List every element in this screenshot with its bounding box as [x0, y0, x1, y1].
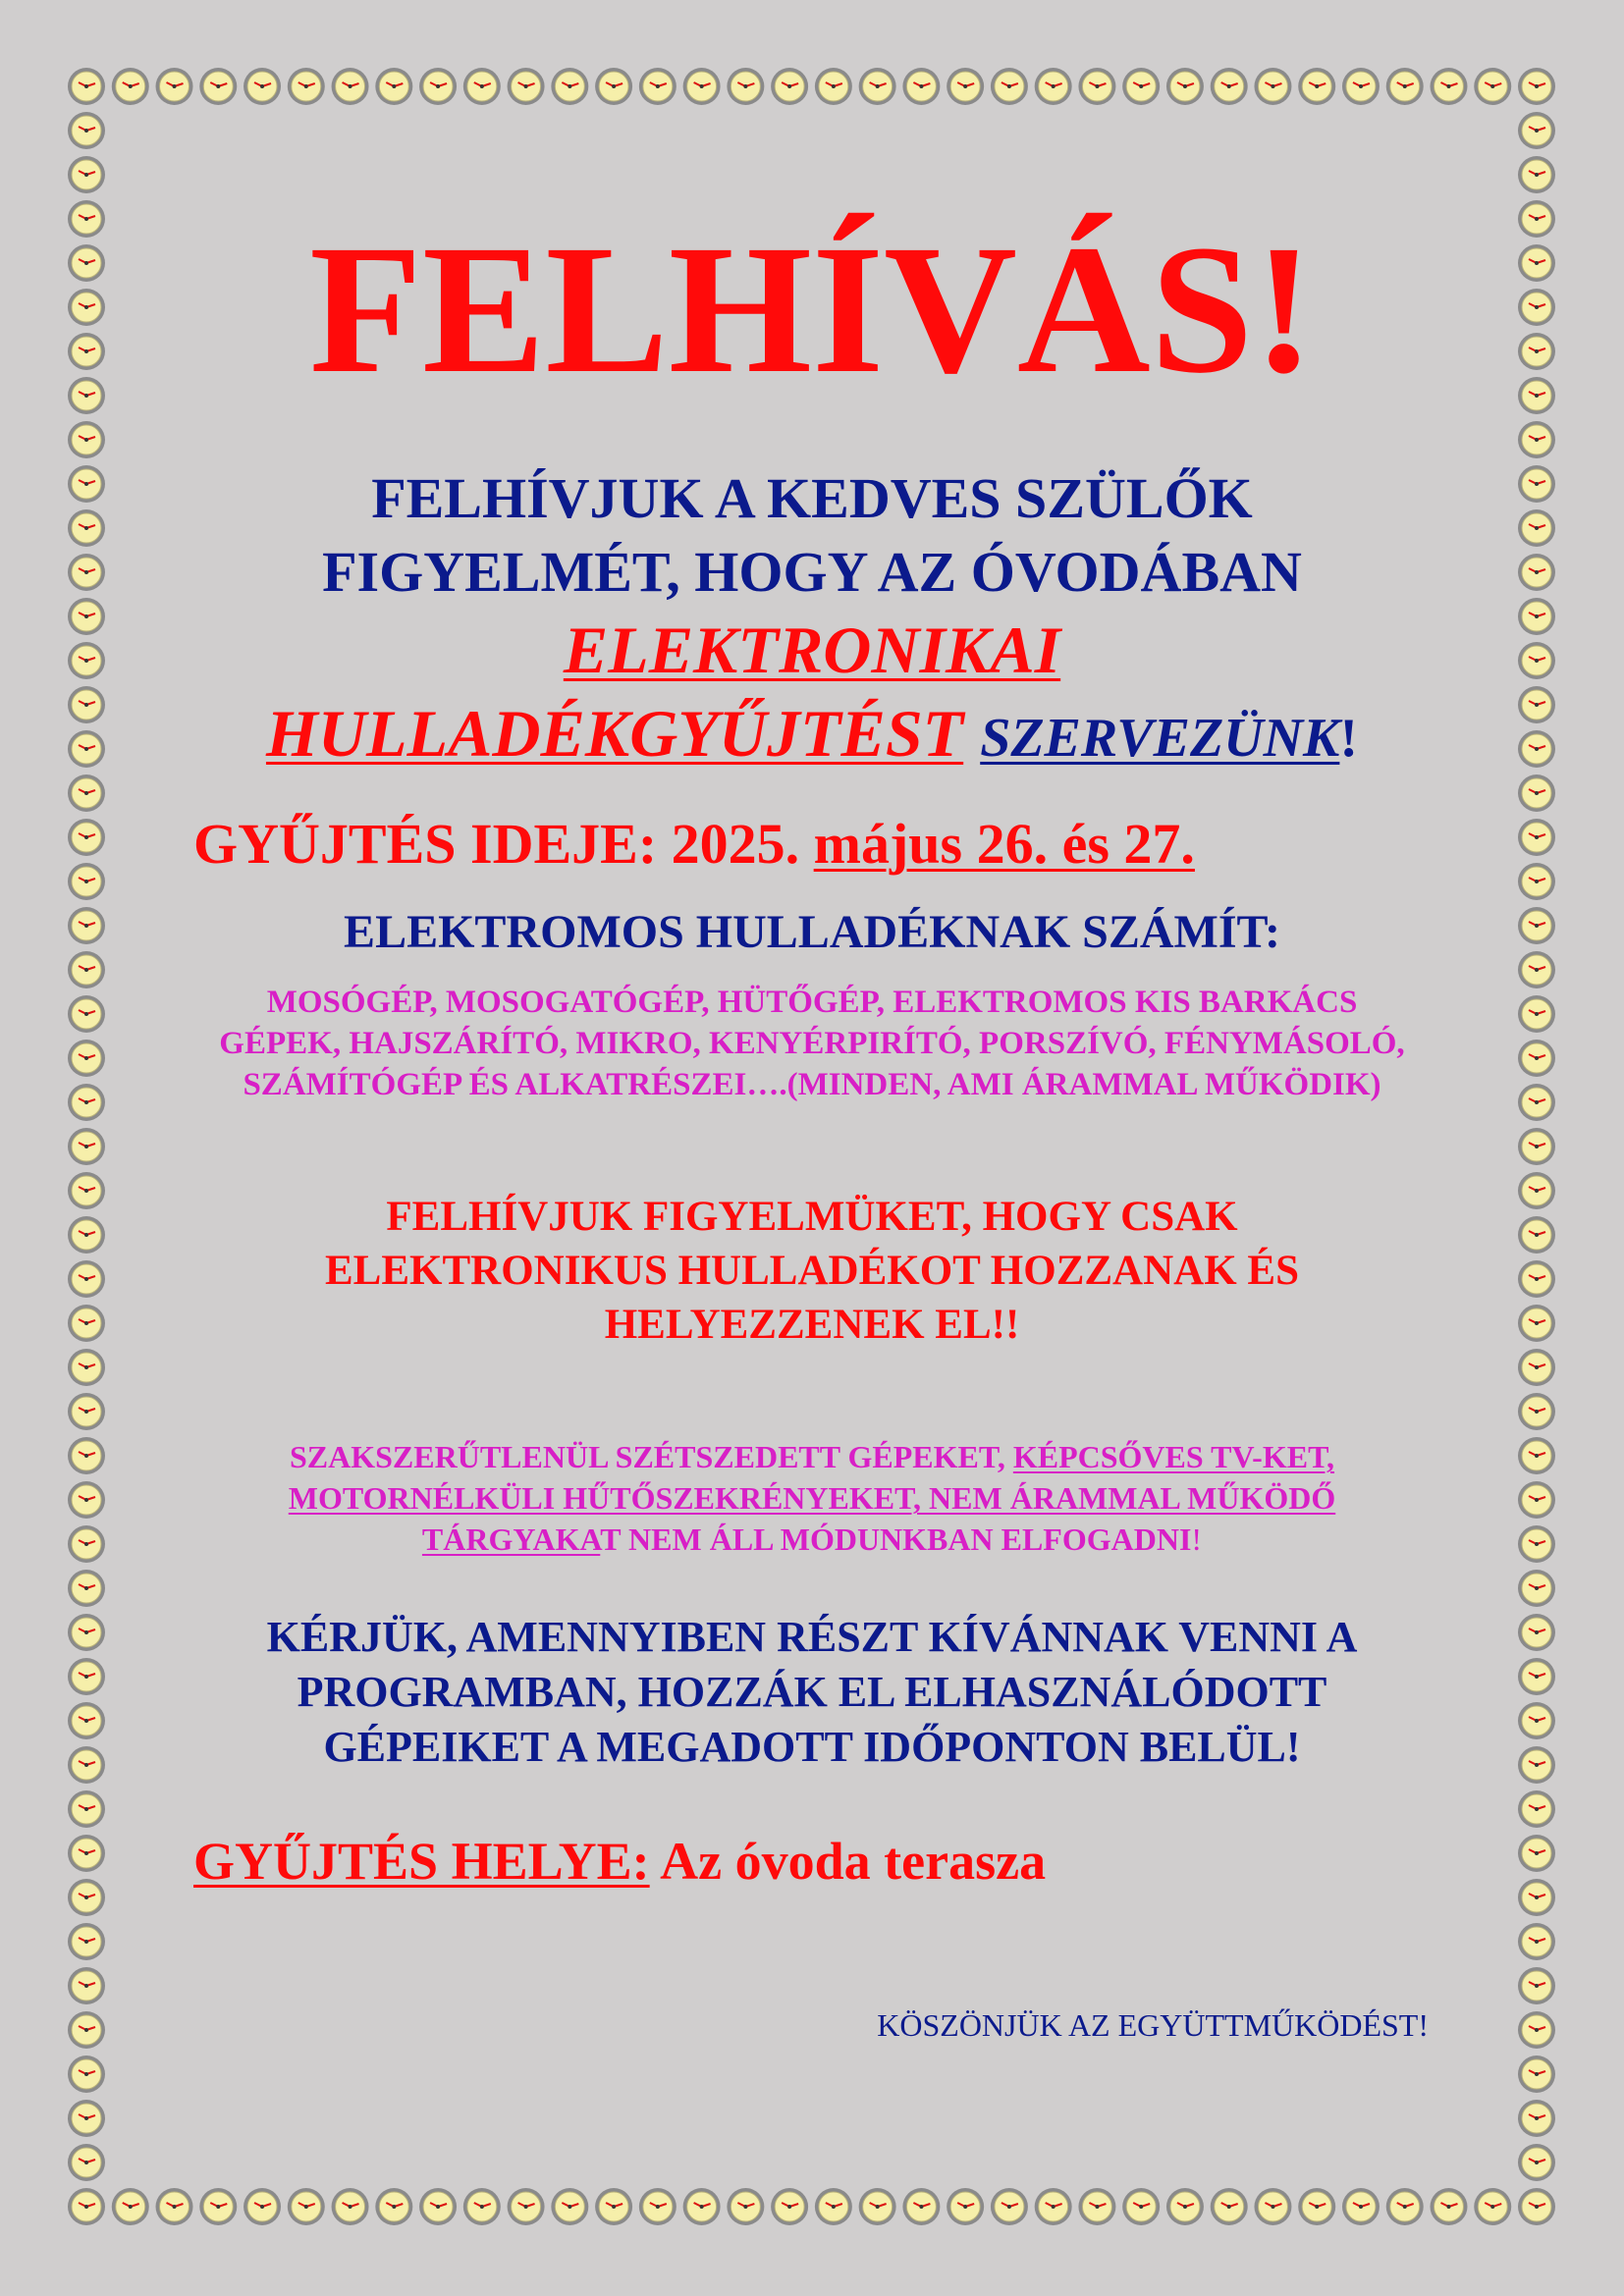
list-line-1: MOSÓGÉP, MOSOGATÓGÉP, HÜTŐGÉP, ELEKTROMOS KIS BARKÁCS [266, 985, 1358, 1020]
clock-icon [68, 2056, 105, 2093]
request-text [0, 1610, 1624, 1775]
clock-icon [68, 421, 105, 458]
request-line-2: PROGRAMBAN, HOZZÁK EL ELHASZNÁLÓDOTT [297, 1668, 1327, 1716]
clock-icon [332, 68, 369, 105]
clock-icon [419, 68, 457, 105]
clock-icon [288, 68, 325, 105]
clock-icon [815, 2188, 852, 2225]
collection-date-label: GYŰJTÉS IDEJE: 2025. [193, 812, 800, 876]
clock-icon [683, 68, 721, 105]
clock-icon [1430, 2188, 1467, 2225]
clock-icon [1474, 68, 1511, 105]
collection-date [193, 805, 1195, 883]
clock-icon [244, 68, 281, 105]
clock-icon [68, 1835, 105, 1872]
warning-line-2: ELEKTRONIKUS HULLADÉKOT HOZZANAK ÉS [324, 1248, 1300, 1294]
page-title: FELHÍVÁS! [309, 206, 1315, 411]
clock-icon [68, 1967, 105, 2004]
clock-icon [1518, 1879, 1555, 1916]
clock-icon [902, 2188, 940, 2225]
clock-icon [1518, 2144, 1555, 2181]
clock-icon [68, 2100, 105, 2137]
clock-icon [771, 2188, 808, 2225]
intro-line-4-verb: SZERVEZÜNK [980, 708, 1340, 769]
clock-icon [244, 2188, 281, 2225]
clock-icon [1078, 68, 1115, 105]
clock-icon [1518, 1128, 1555, 1165]
clock-icon [1342, 68, 1380, 105]
clock-icon [1518, 156, 1555, 193]
collection-place [193, 1824, 1046, 1898]
clock-icon [199, 68, 237, 105]
intro-line-4-emphasis: HULLADÉKGYŰJTÉST [265, 696, 964, 771]
clock-icon [1518, 2100, 1555, 2137]
clock-icon [1518, 421, 1555, 458]
request-line-1: KÉRJÜK, AMENNYIBEN RÉSZT KÍVÁNNAK VENNI A [266, 1613, 1358, 1661]
clock-icon [1122, 68, 1160, 105]
clock-icon [68, 2144, 105, 2181]
clock-icon [68, 112, 105, 149]
clock-icon [1474, 2188, 1511, 2225]
clock-icon [68, 1790, 105, 1828]
clock-icon [902, 68, 940, 105]
clock-icon [1211, 68, 1248, 105]
list-line-2: GÉPEK, HAJSZÁRÍTÓ, MIKRO, KENYÉRPIRÍTÓ, PORSZÍVÓ, FÉNYMÁSOLÓ, [219, 1026, 1405, 1061]
accepted-items-list [0, 982, 1624, 1105]
clock-icon [1342, 2188, 1380, 2225]
clock-icon [1386, 68, 1424, 105]
clock-icon [68, 1393, 105, 1430]
warning-text [0, 1190, 1624, 1352]
clock-icon [551, 68, 588, 105]
clock-icon [68, 68, 105, 105]
clock-icon [508, 68, 545, 105]
clock-icon [771, 68, 808, 105]
clock-icon [375, 68, 412, 105]
clock-icon [419, 2188, 457, 2225]
clock-icon [1518, 1967, 1555, 2004]
intro-line-3: ELEKTRONIKAI [563, 613, 1061, 687]
intro-line-1: FELHÍVJUK A KEDVES SZÜLŐK [371, 466, 1253, 530]
clock-icon [1254, 2188, 1291, 2225]
clock-icon [68, 156, 105, 193]
clock-icon [1518, 1923, 1555, 1960]
clock-icon [1211, 2188, 1248, 2225]
clock-icon [68, 1349, 105, 1386]
clock-icon [1518, 819, 1555, 856]
clock-icon [68, 1128, 105, 1165]
clock-icon [199, 2188, 237, 2225]
clock-icon [1518, 863, 1555, 900]
warning-line-1: FELHÍVJUK FIGYELMÜKET, HOGY CSAK [386, 1194, 1238, 1240]
clock-icon [68, 1570, 105, 1607]
clock-icon [508, 2188, 545, 2225]
clock-icon [1518, 1835, 1555, 1872]
clock-icon [947, 2188, 984, 2225]
clock-icon [1518, 1790, 1555, 1828]
clock-icon [463, 68, 501, 105]
intro-text [0, 461, 1624, 609]
collection-date-value: május 26. és 27. [813, 812, 1195, 876]
clock-icon [1035, 2188, 1072, 2225]
clock-icon [332, 2188, 369, 2225]
clock-icon [1518, 1570, 1555, 1607]
intro-highlight [0, 609, 1624, 780]
clock-icon [1518, 1393, 1555, 1430]
intro-line-2: FIGYELMÉT, HOGY AZ ÓVODÁBAN [322, 540, 1302, 604]
restriction-line-1-plain: SZAKSZERŰTLENÜL SZÉTSZEDETT GÉPEKET, [289, 1439, 1013, 1474]
clock-icon [1122, 2188, 1160, 2225]
clock-icon [68, 1923, 105, 1960]
clock-icon [1518, 2188, 1555, 2225]
collection-place-value: Az óvoda terasza [649, 1832, 1047, 1891]
clock-icon [1386, 2188, 1424, 2225]
clock-icon [859, 2188, 896, 2225]
clock-icon [815, 68, 852, 105]
clock-icon [112, 2188, 149, 2225]
clock-icon [1166, 2188, 1204, 2225]
clock-icon [375, 2188, 412, 2225]
clock-icon [727, 2188, 764, 2225]
clock-icon [112, 68, 149, 105]
clock-icon [1035, 68, 1072, 105]
restriction-line-3-plain: T NEM ÁLL MÓDUNKBAN ELFOGADNI [600, 1522, 1192, 1557]
clock-icon [68, 1879, 105, 1916]
clock-icon [1518, 68, 1555, 105]
warning-line-3: HELYEZZENEK EL!! [604, 1302, 1020, 1348]
collection-place-label: GYŰJTÉS HELYE: [193, 1832, 650, 1891]
clock-icon [288, 2188, 325, 2225]
clock-icon [1430, 68, 1467, 105]
clock-icon [1518, 2056, 1555, 2093]
clock-icon [639, 2188, 677, 2225]
clock-icon [156, 68, 193, 105]
restriction-line-1-underlined: KÉPCSŐVES TV-KET, [1012, 1439, 1335, 1474]
clock-icon [859, 68, 896, 105]
clock-icon [156, 2188, 193, 2225]
thank-you-note: KÖSZÖNJÜK AZ EGYÜTTMŰKÖDÉST! [877, 2007, 1429, 2043]
clock-icon [1298, 2188, 1335, 2225]
clock-icon [68, 863, 105, 900]
clock-icon [1518, 2011, 1555, 2049]
clock-icon [68, 2188, 105, 2225]
intro-line-4-end: ! [1339, 708, 1359, 769]
clock-icon [991, 68, 1028, 105]
clock-icon [1518, 1349, 1555, 1386]
restriction-text [0, 1436, 1624, 1560]
clock-icon [947, 68, 984, 105]
clock-icon [551, 2188, 588, 2225]
restriction-line-3-underlined: TÁRGYAKA [421, 1522, 601, 1557]
clock-icon [463, 2188, 501, 2225]
clock-icon [683, 2188, 721, 2225]
restriction-line-3-end: ! [1191, 1522, 1203, 1557]
clock-icon [991, 2188, 1028, 2225]
clock-icon [639, 68, 677, 105]
clock-icon [1078, 2188, 1115, 2225]
list-line-3: SZÁMÍTÓGÉP ÉS ALKATRÉSZEI….(MINDEN, AMI ÁRAMMAL MŰKÖDIK) [243, 1067, 1381, 1102]
list-heading: ELEKTROMOS HULLADÉKNAK SZÁMÍT: [344, 906, 1280, 958]
clock-icon [595, 68, 632, 105]
clock-icon [1298, 68, 1335, 105]
clock-icon [1518, 112, 1555, 149]
clock-icon [1166, 68, 1204, 105]
clock-icon [727, 68, 764, 105]
clock-icon [68, 819, 105, 856]
restriction-line-2-underlined: MOTORNÉLKÜLI HŰTŐSZEKRÉNYEKET, NEM ÁRAMMAL MŰKÖDŐ [288, 1480, 1336, 1516]
clock-icon [1254, 68, 1291, 105]
request-line-3: GÉPEIKET A MEGADOTT IDŐPONTON BELÜL! [323, 1723, 1301, 1771]
clock-icon [595, 2188, 632, 2225]
